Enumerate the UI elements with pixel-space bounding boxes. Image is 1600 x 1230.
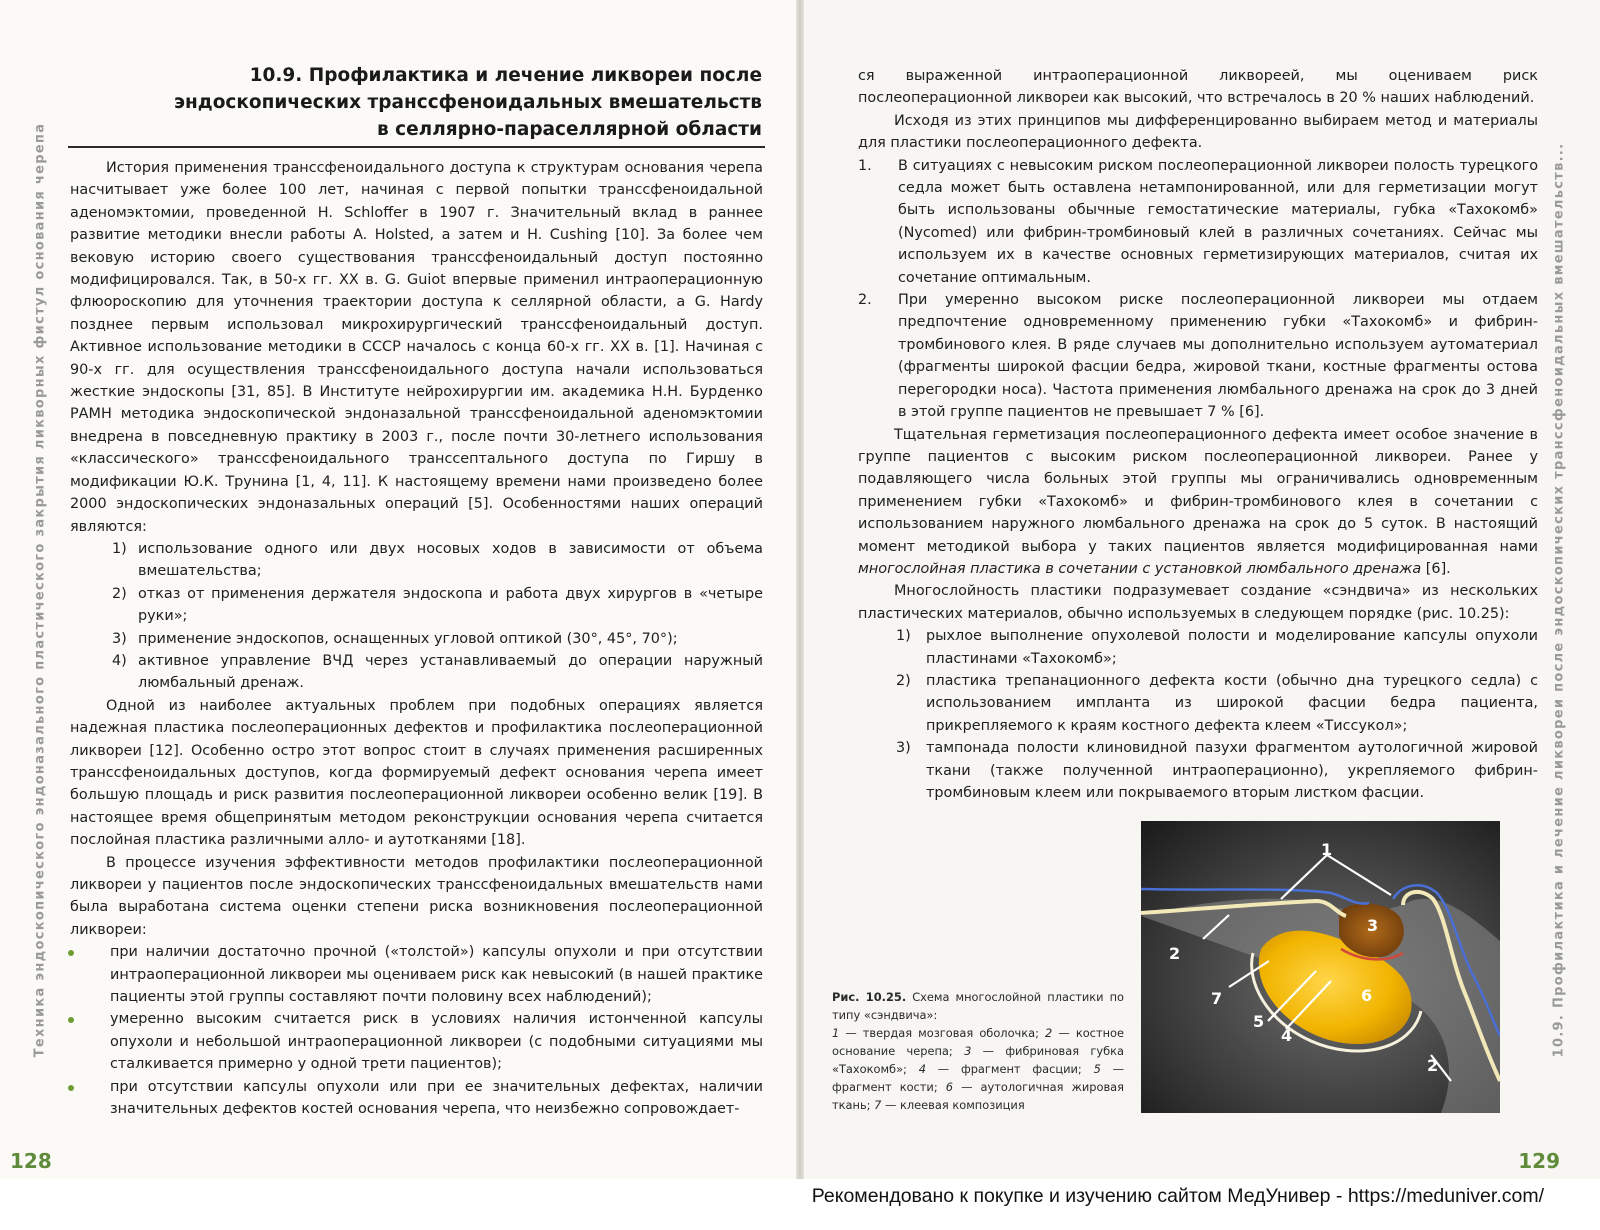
bullet-dot-icon — [68, 1017, 74, 1023]
legend-number: 1 — [832, 1026, 840, 1040]
label-bone-bottom: 2 — [1427, 1056, 1439, 1075]
legend-number: 2 — [1045, 1026, 1053, 1040]
book-gutter — [796, 0, 804, 1188]
list-text: рыхлое выполнение опухолевой полости и моделирование капсулы опухоли пластинами «Тахокомб»; — [926, 628, 1538, 667]
legend-text: — клеевая композиция — [881, 1098, 1025, 1112]
list-item — [70, 628, 763, 650]
legend-text: — костное основание черепа; — [832, 1026, 1124, 1058]
bullet-item — [70, 1076, 763, 1121]
bullet-text: умеренно высоким считается риск в условиях наличия истонченной капсулы опухоли и небольшой интраоперационной ликвореи (с подобными ситуациями мы сталкивается примерно у одной трети пациентов); — [110, 1011, 763, 1073]
bullet-dot-icon — [68, 1085, 74, 1091]
list-text: пластика трепанационного дефекта кости (обычно дна турецкого седла) с использованием импланта из широкой фасции бедра пациента, прикрепляемого к краям костного дефекта клеем «Тиссукол»; — [926, 672, 1538, 734]
left-page — [0, 0, 800, 1188]
watermark-bar — [0, 1179, 1600, 1230]
page-number-right: 129 — [1518, 1149, 1560, 1173]
list-number: 4) — [112, 652, 127, 669]
bullet-text: при отсутствии капсулы опухоли или при ее значительных дефектах, наличии значительных дефектов костей основания черепа, что неизбежно сопровождает- — [110, 1078, 763, 1118]
label-dura: 1 — [1321, 840, 1333, 859]
item-number: 1. — [858, 157, 872, 174]
list-text: использование одного или двух носовых ходов в зависимости от объема вмешательства; — [138, 540, 763, 580]
bullet-text: при наличии достаточно прочной («толстой») капсулы опухоли и при отсутствии интраоперационной ликвореи мы оцениваем риск как невысокий (в нашей практике пациенты этой группы составляют почти половину всех наблюдений); — [110, 944, 763, 1006]
title-line: эндоскопических транссфеноидальных вмешательств — [174, 92, 762, 113]
label-bone-top: 2 — [1169, 944, 1181, 963]
running-head-left: Техника эндоскопического эндоназального пластического закрытия ликворных фистул основания черепа — [32, 122, 48, 1058]
caption-label: Рис. 10.25. — [832, 990, 907, 1004]
bullet-dot-icon — [68, 950, 74, 956]
legend-text: — твердая мозговая оболочка; — [839, 1026, 1046, 1040]
title-line: 10.9. Профилактика и лечение ликвореи после — [249, 65, 762, 86]
list-number: 3) — [112, 630, 127, 647]
figure-caption — [832, 988, 1124, 1114]
list-number: 3) — [896, 740, 911, 757]
list-text: отказ от применения держателя эндоскопа и работа двух хирургов в «четыре руки»; — [138, 585, 763, 625]
legend-number: 3 — [964, 1044, 972, 1058]
title-line: в селлярно-параселлярной области — [377, 119, 762, 140]
label-fat: 6 — [1361, 986, 1373, 1005]
list-item — [70, 583, 763, 628]
bullet-item — [70, 1008, 763, 1075]
legend-number: 6 — [945, 1080, 953, 1094]
page-number-left: 128 — [10, 1149, 52, 1173]
label-bone-fragment: 5 — [1253, 1012, 1265, 1031]
legend-text: — фибриновая губка «Тахокомб»; — [832, 1044, 1124, 1076]
title-rule — [68, 146, 765, 148]
item-text: В ситуациях с невысоким риском послеоперационной ликвореи полость турецкого седла может быть оставлена нетампонированной, или для герметизации могут быть использованы обычные гемостатические материалы, губка «Тахокомб» (Nycomed) или фибрин-тромбиновый клей в различных сочетаниях. Сейчас мы используем их в качестве основных герметизирующих материалов, считая их сочетание оптимальным. — [898, 157, 1538, 286]
paragraph-ref: [6]. — [1421, 560, 1451, 577]
item-number: 2. — [858, 292, 872, 309]
list-number: 1) — [112, 540, 127, 557]
caption-title: Схема многослойной пластики по типу «сэндвича»: — [832, 990, 1124, 1022]
item-text: При умеренно высоком риске послеоперационной ликвореи мы отдаем предпочтение одновременному применению губки «Тахокомб» и фибрин-тромбинового клея. В ряде случаев мы дополнительно используем аутоматериал (фрагменты широкой фасции бедра, жировой ткани, костные фрагменты остова перегородки носа). Частота применения люмбального дренажа на срок до 3 дней в этой группе пациентов не превышает 7 % [6]. — [898, 292, 1538, 421]
paragraph — [858, 424, 1538, 581]
left-text-column — [70, 157, 763, 1120]
legend-text: — фрагмент кости; — [832, 1062, 1125, 1094]
watermark-text: Рекомендовано к покупке и изучению сайтом МедУнивер - https://meduniver.com/ — [811, 1185, 1544, 1207]
legend-text: — аутологичная жировая ткань; — [832, 1080, 1124, 1112]
list-text: активное управление ВЧД через устанавливаемый до операции наружный люмбальный дренаж. — [138, 652, 763, 692]
paragraph: ся выраженной интраоперационной ликвореей, мы оцениваем риск послеоперационной ликвореи как высокий, что встречалось в 20 % наших наблюдений. — [858, 68, 1538, 107]
paragraph: Одной из наиболее актуальных проблем при подобных операциях является надежная пластика послеоперационных дефектов и профилактика послеоперационной ликвореи [12]. Особенно остро этот вопрос стоит в случаях применения расширенных транссфеноидальных доступов, когда формируемый дефект основания черепа имеет большую площадь и риск развития послеоперационной ликвореи особенно велик [19]. В настоящее время общепринятым методом реконструкции основания черепа считается послойная пластика различными алло- и аутотканями [18]. — [70, 697, 763, 849]
right-text-column — [858, 65, 1538, 804]
label-sponge: 3 — [1367, 916, 1379, 935]
list-item — [858, 670, 1538, 737]
legend-text: — фрагмент фасции; — [925, 1062, 1094, 1076]
italic-term: многослойная пластика в сочетании с установкой люмбального дренажа — [858, 560, 1422, 577]
paragraph: Многослойность пластики подразумевает создание «сэндвича» из нескольких пластических материалов, обычно используемых в следующем порядке (рис. 10.25): — [858, 583, 1538, 622]
label-glue: 7 — [1211, 989, 1223, 1008]
numbered-item — [858, 289, 1538, 423]
right-page — [800, 0, 1600, 1188]
list-item — [70, 538, 763, 583]
legend-number: 7 — [874, 1098, 882, 1112]
bullet-item — [70, 941, 763, 1008]
label-fascia: 4 — [1281, 1026, 1293, 1045]
list-number: 2) — [896, 672, 911, 689]
list-number: 2) — [112, 585, 127, 602]
running-head-right: 10.9. Профилактика и лечение ликвореи после эндоскопических транссфеноидальных вмешательств... — [1551, 142, 1567, 1058]
paragraph: История применения транссфеноидального доступа к структурам основания черепа насчитывает уже более 100 лет, начиная с первой попытки транссфеноидальной аденомэктомии, проведенной H. Schloffer в 1907 г. Значительный вклад в раннее развитие методики внесли работы A. Holsted, а затем и H. Cushing [10]. За более чем вековую историю своего существования транссфеноидальный доступ постоянно модифицировался. Так, в 50-х гг. XX в. G. Guiot впервые применил интраоперационную флюороскопию для уточнения траектории доступа к селлярной области, а G. Hardy позднее первым использовал микрохирургический транссфеноидальный доступ. Активное использование методики в СССР началось с конца 60-х гг. XX в. [1]. Начиная с 90-х гг. для осуществления транссфеноидального доступа начали использоваться жесткие эндоскопы [31, 85]. В Институте нейрохирургии им. академика Н.Н. Бурденко РАМН методика эндоскопической эндоназальной транссфеноидальной аденомэктомии внедрена в повседневную практику в 2003 г., после почти 30-летнего использования «классического» транссфеноидального транссептального доступа по Гиршу в модификации Ю.К. Трунина [1, 4, 11]. К настоящему времени нами произведено более 2000 эндоскопических эндоназальных операций [5]. Особенностями наших операций являются: — [70, 160, 763, 535]
list-item — [858, 737, 1538, 804]
legend-number: 5 — [1093, 1062, 1101, 1076]
list-text: применение эндоскопов, оснащенных угловой оптикой (30°, 45°, 70°); — [138, 630, 678, 647]
paragraph: В процессе изучения эффективности методов профилактики послеоперационной ликвореи у пациентов после эндоскопических транссфеноидальных вмешательств нами была выработана система оценки степени риска возникновения послеоперационной ликвореи: — [70, 854, 763, 938]
list-number: 1) — [896, 628, 911, 645]
paragraph: Исходя из этих принципов мы дифференцированно выбираем метод и материалы для пластики послеоперационного дефекта. — [858, 112, 1538, 152]
list-item — [70, 650, 763, 695]
chapter-title — [150, 62, 762, 143]
list-text: тампонада полости клиновидной пазухи фрагментом аутологичной жировой ткани (также полученной интраоперационно), укрепляемого фибрин-тромбиновым клеем или покрываемого вторым листком фасции. — [926, 740, 1538, 801]
list-item — [858, 625, 1538, 670]
legend-number: 4 — [918, 1062, 926, 1076]
paragraph-text: Тщательная герметизация послеоперационного дефекта имеет особое значение в группе пациентов с высоким риском послеоперационной ликвореи. Ранее у подавляющего числа больных этой группы мы ограничивались одновременным применением губки «Тахокомб» и фибрин-тромбинового клея в сочетании с использованием наружного люмбального дренажа на срок до 5 суток. В настоящий момент методикой выбора у таких пациентов является модифицированная нами — [858, 426, 1538, 555]
numbered-item — [858, 155, 1538, 289]
sandwich-plasty-figure — [1141, 821, 1500, 1113]
